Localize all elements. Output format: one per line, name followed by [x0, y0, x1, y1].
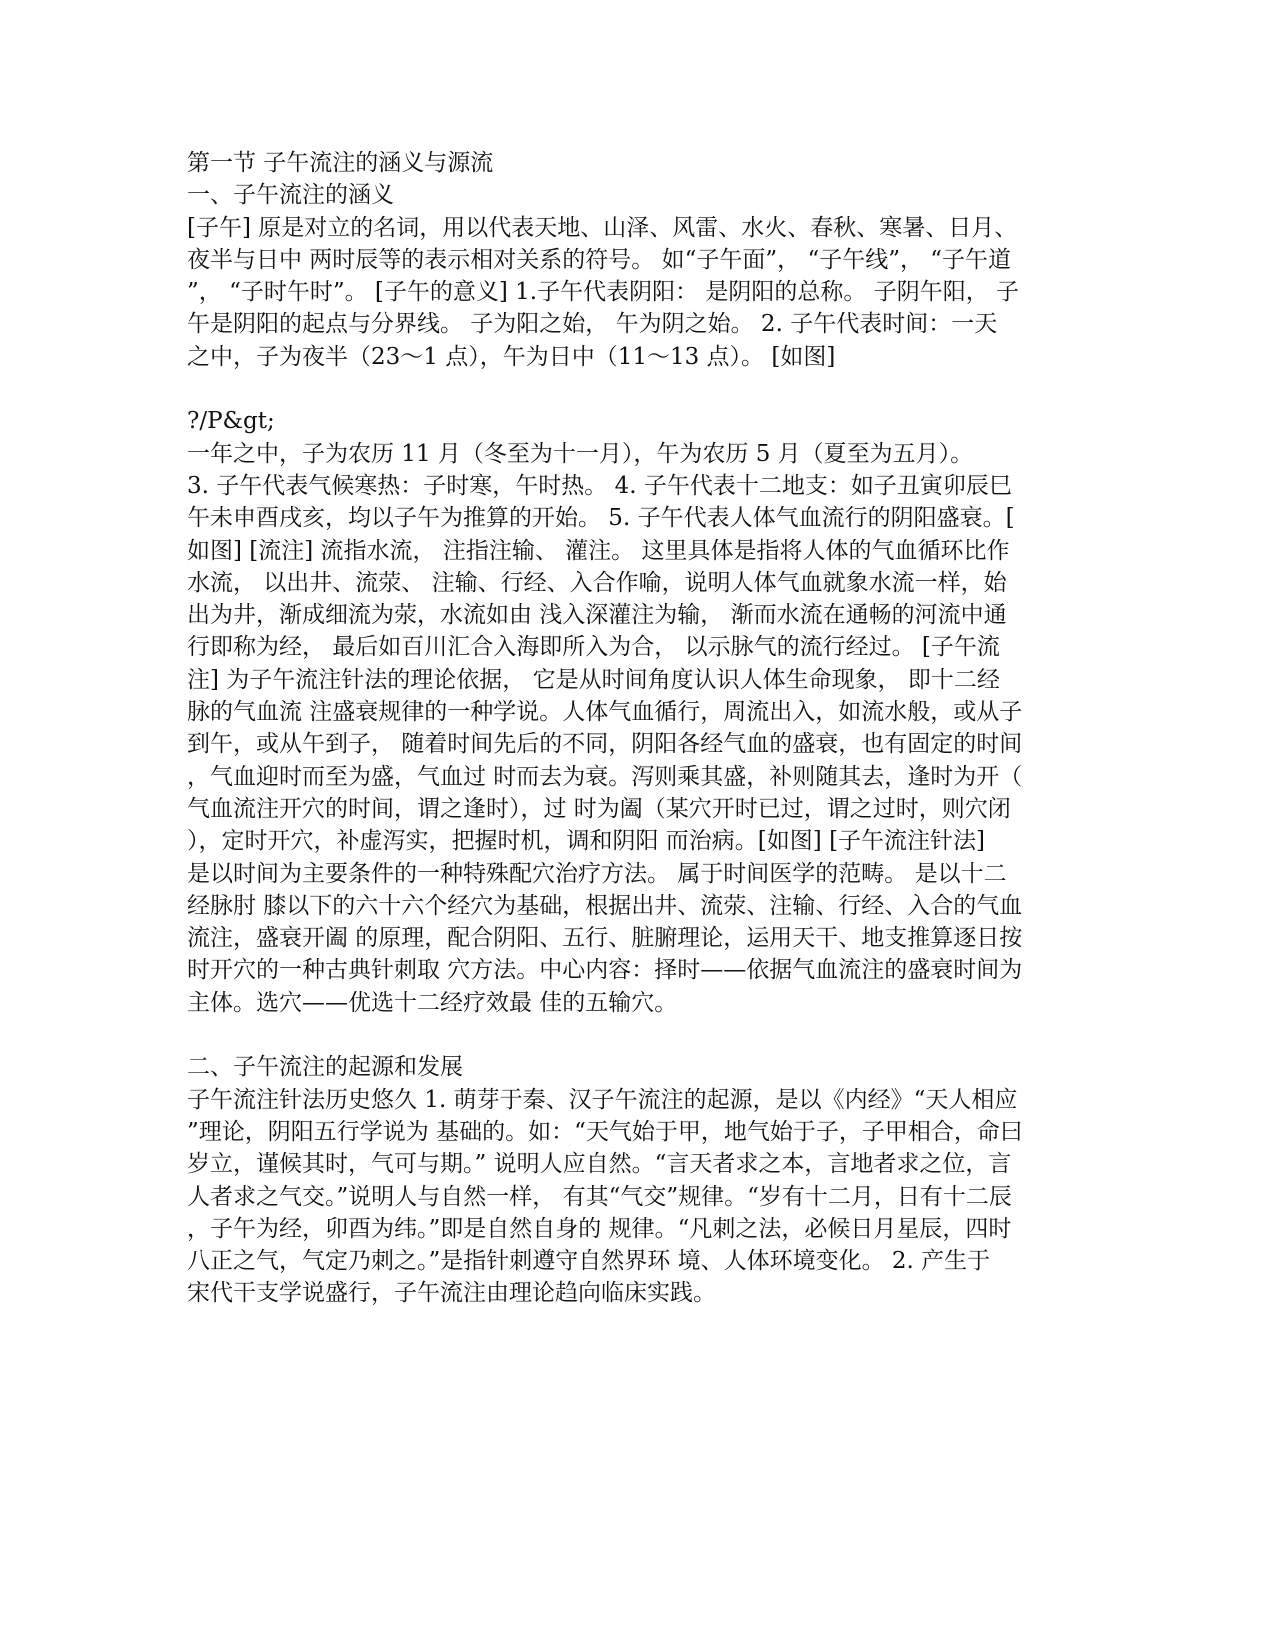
text-line: 岁立，谨候其时，气可与期。” 说明人应自然。“言天者求之本，言地者求之位，言: [187, 1151, 1012, 1178]
text-line: 人者求之气交。”说明人与自然一样， 有其“气交”规律。“岁有十二月，日有十二辰: [187, 1183, 1012, 1210]
text-line: ”， “子时午时”。 [子午的意义] 1.子午代表阴阳： 是阴阳的总称。 子阴午阳， 子: [187, 279, 1020, 306]
text-line: 八正之气，气定乃刺之。”是指针刺遵守自然界环 境、人体环境变化。 2. 产生于: [187, 1248, 991, 1275]
document-body: [187, 147, 1087, 1310]
heading-meaning: 一、子午流注的涵义: [187, 182, 394, 209]
section-title: 第一节 子午流注的涵义与源流: [187, 150, 494, 176]
text-line: ），定时开穴，补虚泻实，把握时机，调和阴阳 而治病。[如图] [子午流注针法]: [187, 828, 986, 855]
paragraph-gap: [187, 373, 1087, 405]
text-line: 经脉肘 膝以下的六十六个经穴为基础，根据出井、流荥、注输、行经、入合的气血: [187, 892, 1023, 919]
text-line: 夜半与日中 两时辰等的表示相对关系的符号。 如“子午面”， “子午线”， “子午道: [187, 246, 1012, 273]
text-line: 注] 为子午流注针法的理论依据， 它是从时间角度认识人体生命现象， 即十二经: [187, 666, 1000, 693]
text-line: 主体。选穴——优选十二经疗效最 佳的五输穴。: [187, 989, 678, 1016]
text-line: 3. 子午代表气候寒热：子时寒，午时热。 4. 子午代表十二地支：如子丑寅卯辰巳: [187, 472, 1012, 499]
text-line: 时开穴的一种古典针刺取 穴方法。中心内容：择时——依据气血流注的盛衰时间为: [187, 957, 1023, 984]
text-line: ?/P&gt;: [187, 408, 275, 435]
text-line: 如图] [流注] 流指水流， 注指注输、 灌注。 这里具体是指将人体的气血循环比作: [187, 537, 1010, 564]
text-line: 午是阴阳的起点与分界线。 子为阳之始， 午为阴之始。 2. 子午代表时间：一天: [187, 311, 998, 338]
text-line: 宋代干支学说盛行，子午流注由理论趋向临床实践。: [187, 1280, 716, 1307]
text-line: 之中，子为夜半（23～1 点），午为日中（11～13 点）。 [如图]: [187, 343, 836, 370]
text-line: 脉的气血流 注盛衰规律的一种学说。人体气血循行，周流出入，如流水般，或从子: [187, 699, 1023, 726]
text-line: 行即称为经， 最后如百川汇合入海即所入为合， 以示脉气的流行经过。 [子午流: [187, 634, 1000, 661]
text-line: 到午，或从午到子， 随着时间先后的不同，阴阳各经气血的盛衰，也有固定的时间: [187, 731, 1023, 758]
text-line: 气血流注开穴的时间，谓之逢时），过 时为阖（某穴开时已过，谓之过时，则穴闭: [187, 795, 1011, 822]
heading-origin: 二、子午流注的起源和发展: [187, 1054, 463, 1081]
text-line: 是以时间为主要条件的一种特殊配穴治疗方法。 属于时间医学的范畴。 是以十二: [187, 860, 1007, 887]
text-line: 水流， 以出井、流荥、 注输、行经、入合作喻，说明人体气血就象水流一样，始: [187, 569, 1007, 596]
paragraph-gap: [187, 1019, 1087, 1051]
text-line: 流注，盛衰开阖 的原理，配合阴阳、五行、脏腑理论，运用天干、地支推算逐日按: [187, 925, 1023, 952]
text-line: ，子午为经，卯酉为纬。”即是自然自身的 规律。“凡刺之法，必候日月星辰，四时: [187, 1215, 1012, 1242]
text-line: 午未申酉戌亥，均以子午为推算的开始。 5. 子午代表人体气血流行的阴阳盛衰。[: [187, 505, 1015, 532]
text-line: 一年之中，子为农历 11 月（冬至为十一月），午为农历 5 月（夏至为五月）。: [187, 440, 974, 467]
text-line: ”理论，阴阳五行学说为 基础的。如：“天气始于甲，地气始于子，子甲相合，命曰: [187, 1118, 1023, 1145]
text-line: [子午] 原是对立的名词，用以代表天地、山泽、风雷、水火、春秋、寒暑、日月、: [187, 214, 1018, 241]
text-line: ，气血迎时而至为盛，气血过 时而去为衰。泻则乘其盛，补则随其去，逢时为开（: [187, 763, 1023, 790]
text-line: 出为井，渐成细流为荥，水流如由 浅入深灌注为输， 渐而水流在通畅的河流中通: [187, 602, 1007, 629]
text-line: 子午流注针法历史悠久 1. 萌芽于秦、汉子午流注的起源，是以《内经》“天人相应: [187, 1086, 1018, 1113]
